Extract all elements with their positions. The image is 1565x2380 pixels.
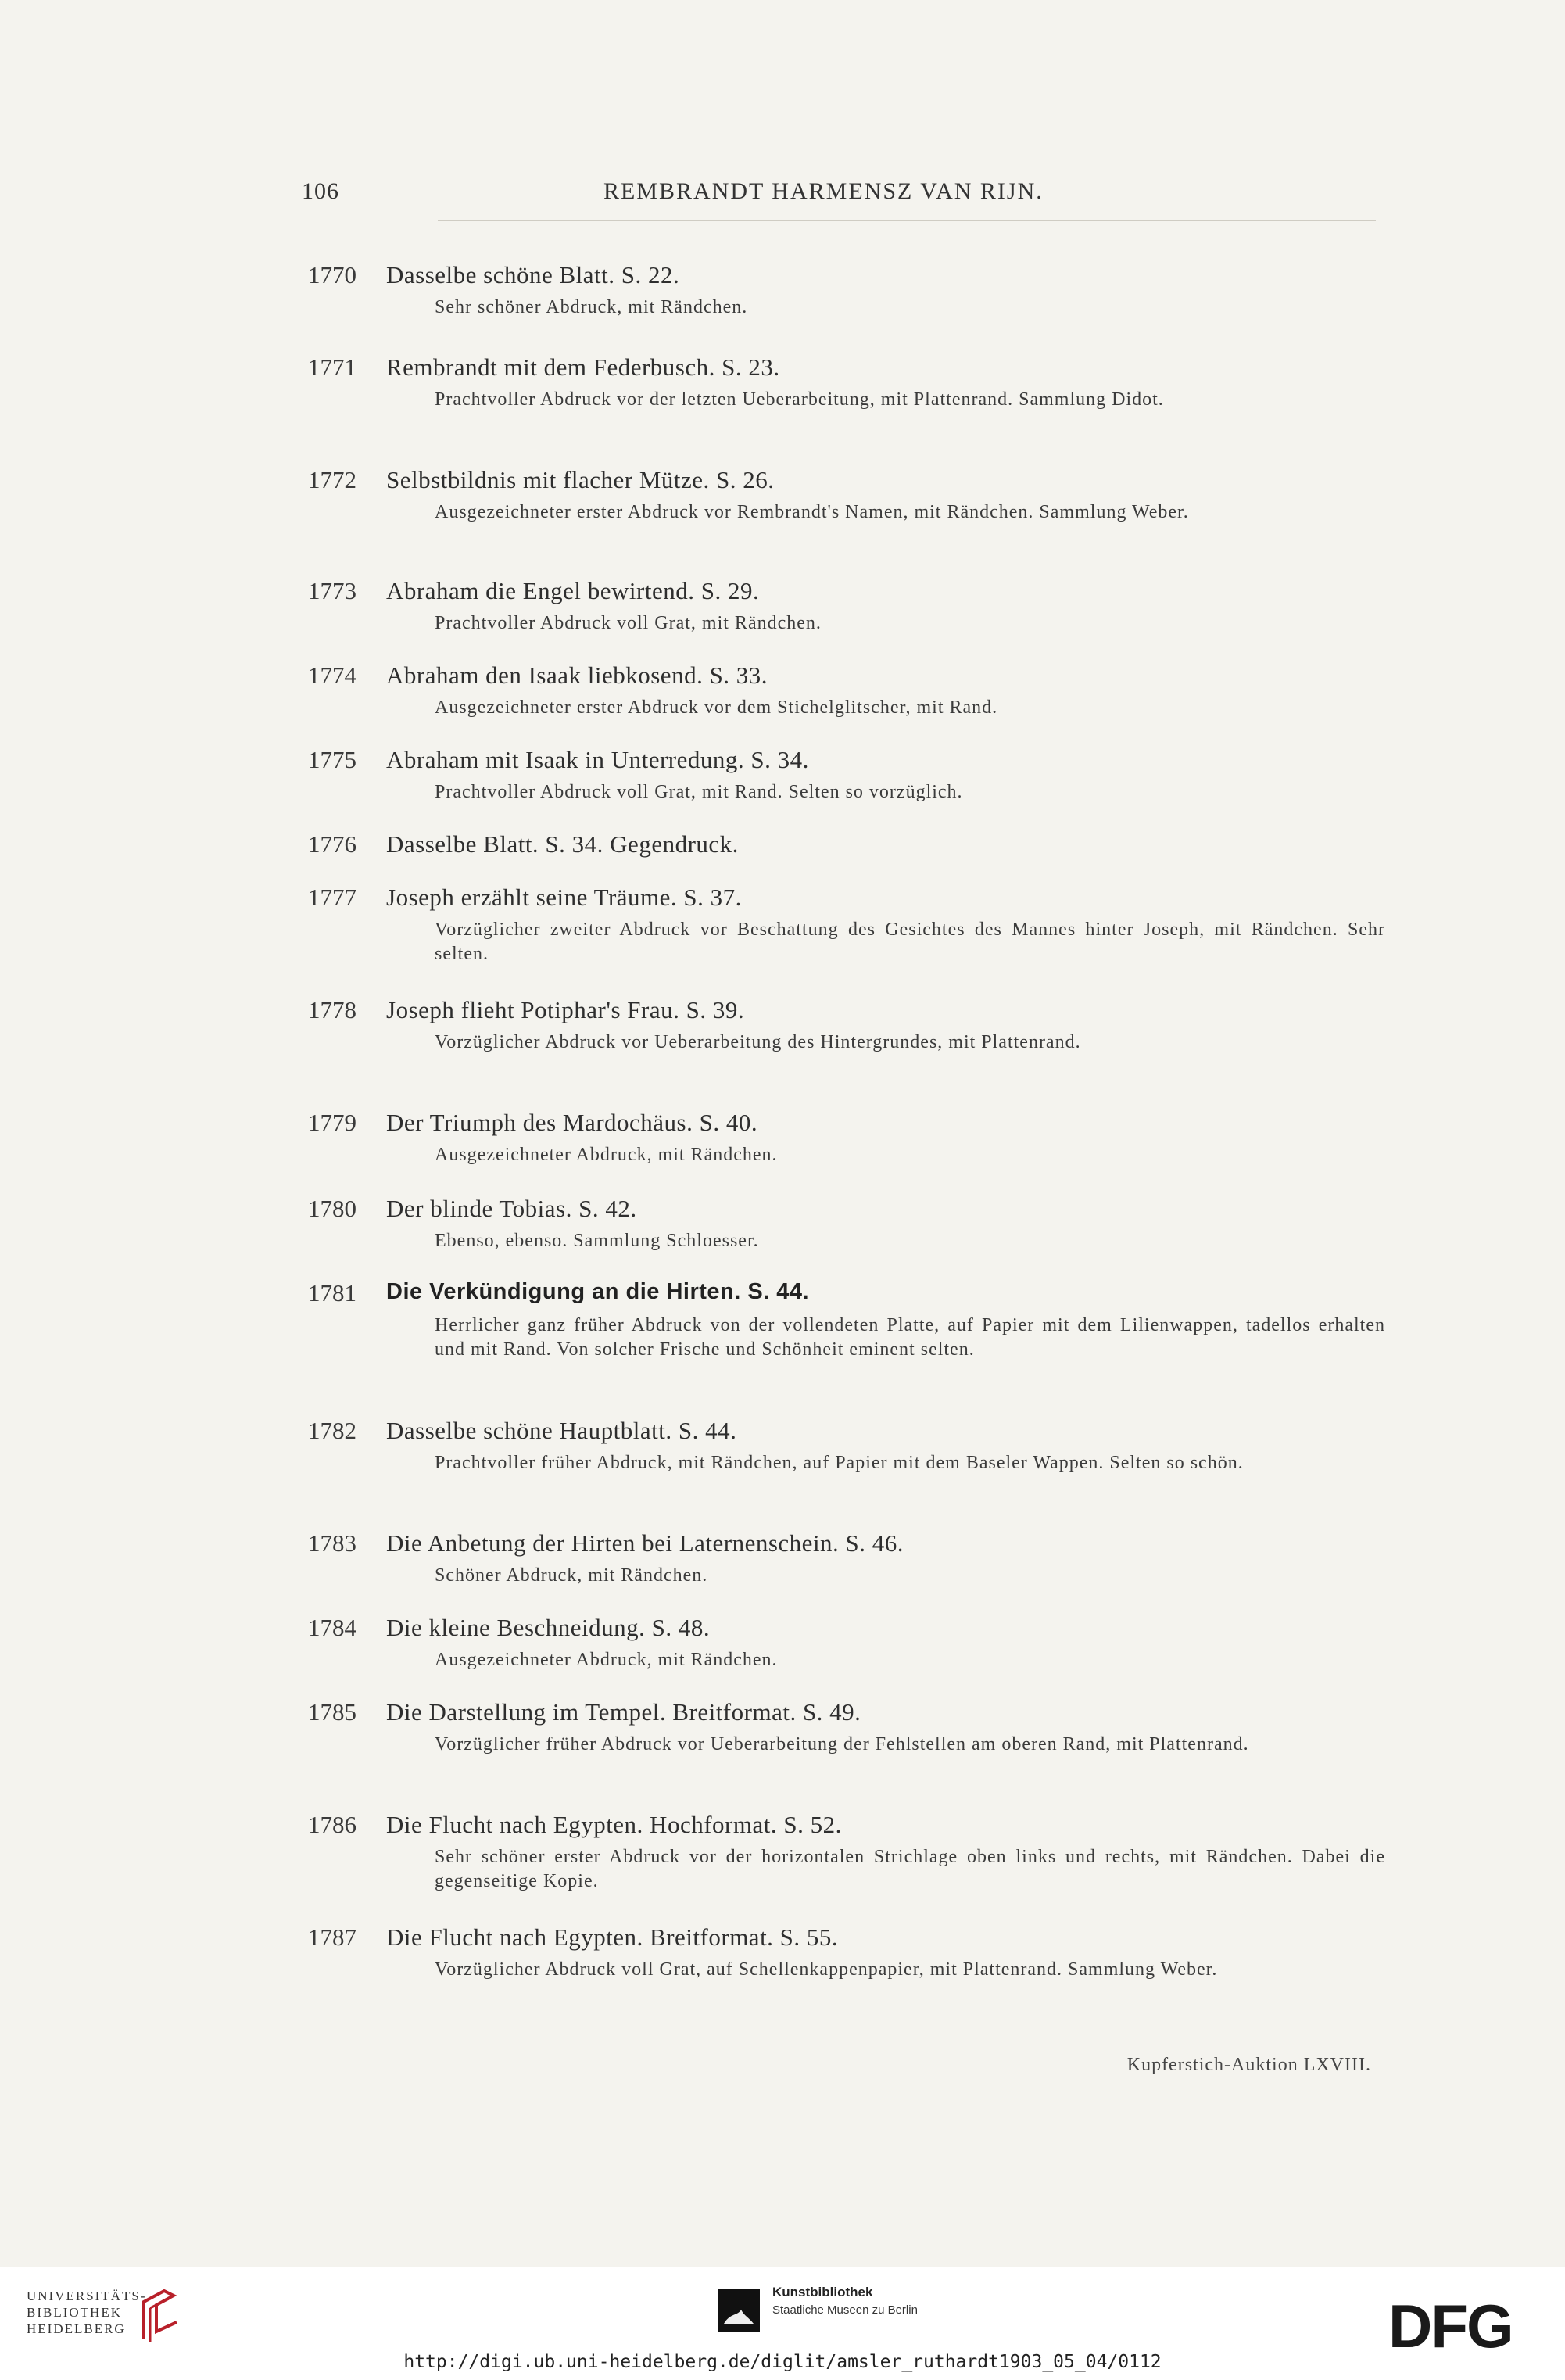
entry-description: Vorzüglicher Abdruck vor Ueberarbeitung des Hintergrundes, mit Plattenrand. — [435, 1032, 1081, 1052]
entry-description: Ausgezeichneter erster Abdruck vor Rembrandt's Namen, mit Rändchen. Sammlung Weber. — [435, 502, 1189, 522]
lot-number: 1771 — [308, 353, 356, 381]
source-url-link[interactable]: http://digi.ub.uni-heidelberg.de/diglit/amsler_ruthardt1903_05_04/0112 — [403, 2352, 1162, 2372]
entry-description: Ausgezeichneter erster Abdruck vor dem Stichelglitscher, mit Rand. — [435, 697, 998, 718]
auction-signature: Kupferstich-Auktion LXVIII. — [1126, 2055, 1371, 2075]
entry-title: Joseph flieht Potiphar's Frau. S. 39. — [386, 996, 745, 1023]
lot-number: 1770 — [308, 261, 356, 289]
lot-number: 1778 — [308, 996, 356, 1023]
lot-number: 1772 — [308, 466, 356, 493]
entry-title: Abraham mit Isaak in Unterredung. S. 34. — [386, 746, 809, 773]
entry-title: Dasselbe Blatt. S. 34. Gegendruck. — [386, 830, 739, 858]
university-library-logo[interactable] — [27, 2288, 147, 2337]
ub-emblem-icon — [133, 2285, 183, 2347]
entry-title: Abraham den Isaak liebkosend. S. 33. — [386, 661, 768, 689]
lot-number: 1776 — [308, 830, 356, 858]
entry-title: Abraham die Engel bewirtend. S. 29. — [386, 577, 760, 604]
entry-description: Herrlicher ganz früher Abdruck von der vollendeten Platte, auf Papier mit dem Lilienwappen, tadellos erhalten und mit Rand. Von solcher Frische und Schönheit eminent selten. — [435, 1315, 1385, 1360]
dfg-logo[interactable]: DFG — [1388, 2292, 1513, 2360]
entry-description: Prachtvoller früher Abdruck, mit Rändchen, auf Papier mit dem Baseler Wappen. Selten so schön. — [435, 1453, 1244, 1473]
running-title: REMBRANDT HARMENSZ VAN RIJN. — [603, 178, 1044, 204]
lot-number: 1782 — [308, 1417, 356, 1444]
entry-description: Sehr schöner erster Abdruck vor der horizontalen Strichlage oben links und rechts, mit Rändchen. Dabei die gegenseitige Kopie. — [435, 1847, 1385, 1891]
lot-number: 1777 — [308, 884, 356, 911]
entry-title: Der blinde Tobias. S. 42. — [386, 1195, 637, 1222]
entry-title: Joseph erzählt seine Träume. S. 37. — [386, 884, 742, 911]
entry-description: Prachtvoller Abdruck voll Grat, mit Rändchen. — [435, 613, 822, 633]
header-divider — [438, 220, 1376, 221]
entry-description: Prachtvoller Abdruck voll Grat, mit Rand. Selten so vorzüglich. — [435, 782, 963, 802]
lot-number: 1779 — [308, 1109, 356, 1136]
lot-number: 1780 — [308, 1195, 356, 1222]
kunstbibliothek-emblem-icon — [718, 2289, 760, 2332]
entry-description: Vorzüglicher Abdruck voll Grat, auf Schellenkappenpapier, mit Plattenrand. Sammlung Weber. — [435, 1959, 1218, 1980]
ub-logo-line: UNIVERSITÄTS- — [27, 2289, 147, 2303]
lot-number: 1774 — [308, 661, 356, 689]
entry-description: Prachtvoller Abdruck vor der letzten Ueberarbeitung, mit Plattenrand. Sammlung Didot. — [435, 389, 1164, 410]
entry-title: Die Verkündigung an die Hirten. S. 44. — [386, 1279, 810, 1304]
lot-number: 1781 — [308, 1279, 356, 1306]
kunstbibliothek-subtitle: Staatliche Museen zu Berlin — [772, 2303, 918, 2317]
lot-number: 1784 — [308, 1614, 356, 1641]
kunstbibliothek-name: Kunstbibliothek — [772, 2285, 873, 2299]
ub-logo-line: HEIDELBERG — [27, 2321, 126, 2336]
entry-title: Selbstbildnis mit flacher Mütze. S. 26. — [386, 466, 775, 493]
entry-title: Rembrandt mit dem Federbusch. S. 23. — [386, 353, 780, 381]
entry-title: Dasselbe schöne Blatt. S. 22. — [386, 261, 680, 289]
page-number: 106 — [302, 178, 339, 204]
entry-description: Vorzüglicher früher Abdruck vor Ueberarbeitung der Fehlstellen am oberen Rand, mit Plattenrand. — [435, 1734, 1249, 1755]
lot-number: 1785 — [308, 1698, 356, 1726]
entry-description: Ebenso, ebenso. Sammlung Schloesser. — [435, 1231, 759, 1251]
entry-description: Ausgezeichneter Abdruck, mit Rändchen. — [435, 1145, 778, 1165]
lot-number: 1786 — [308, 1811, 356, 1838]
digitization-footer — [0, 2267, 1565, 2380]
entry-title: Die kleine Beschneidung. S. 48. — [386, 1614, 711, 1641]
entry-description: Sehr schöner Abdruck, mit Rändchen. — [435, 297, 748, 317]
entry-title: Die Flucht nach Egypten. Breitformat. S. 55. — [386, 1923, 839, 1951]
lot-number: 1783 — [308, 1529, 356, 1557]
lot-number: 1787 — [308, 1923, 356, 1951]
entry-description: Vorzüglicher zweiter Abdruck vor Beschattung des Gesichtes des Mannes hinter Joseph, mit Rändchen. Sehr selten. — [435, 919, 1385, 964]
entry-title: Dasselbe schöne Hauptblatt. S. 44. — [386, 1417, 737, 1444]
entry-title: Die Darstellung im Tempel. Breitformat. S. 49. — [386, 1698, 861, 1726]
entry-title: Der Triumph des Mardochäus. S. 40. — [386, 1109, 758, 1136]
entry-description: Ausgezeichneter Abdruck, mit Rändchen. — [435, 1650, 778, 1670]
entry-description: Schöner Abdruck, mit Rändchen. — [435, 1565, 708, 1586]
entry-title: Die Flucht nach Egypten. Hochformat. S. 52. — [386, 1811, 842, 1838]
entry-title: Die Anbetung der Hirten bei Laternenschein. S. 46. — [386, 1529, 904, 1557]
ub-logo-line: BIBLIOTHEK — [27, 2305, 122, 2320]
lot-number: 1773 — [308, 577, 356, 604]
lot-number: 1775 — [308, 746, 356, 773]
